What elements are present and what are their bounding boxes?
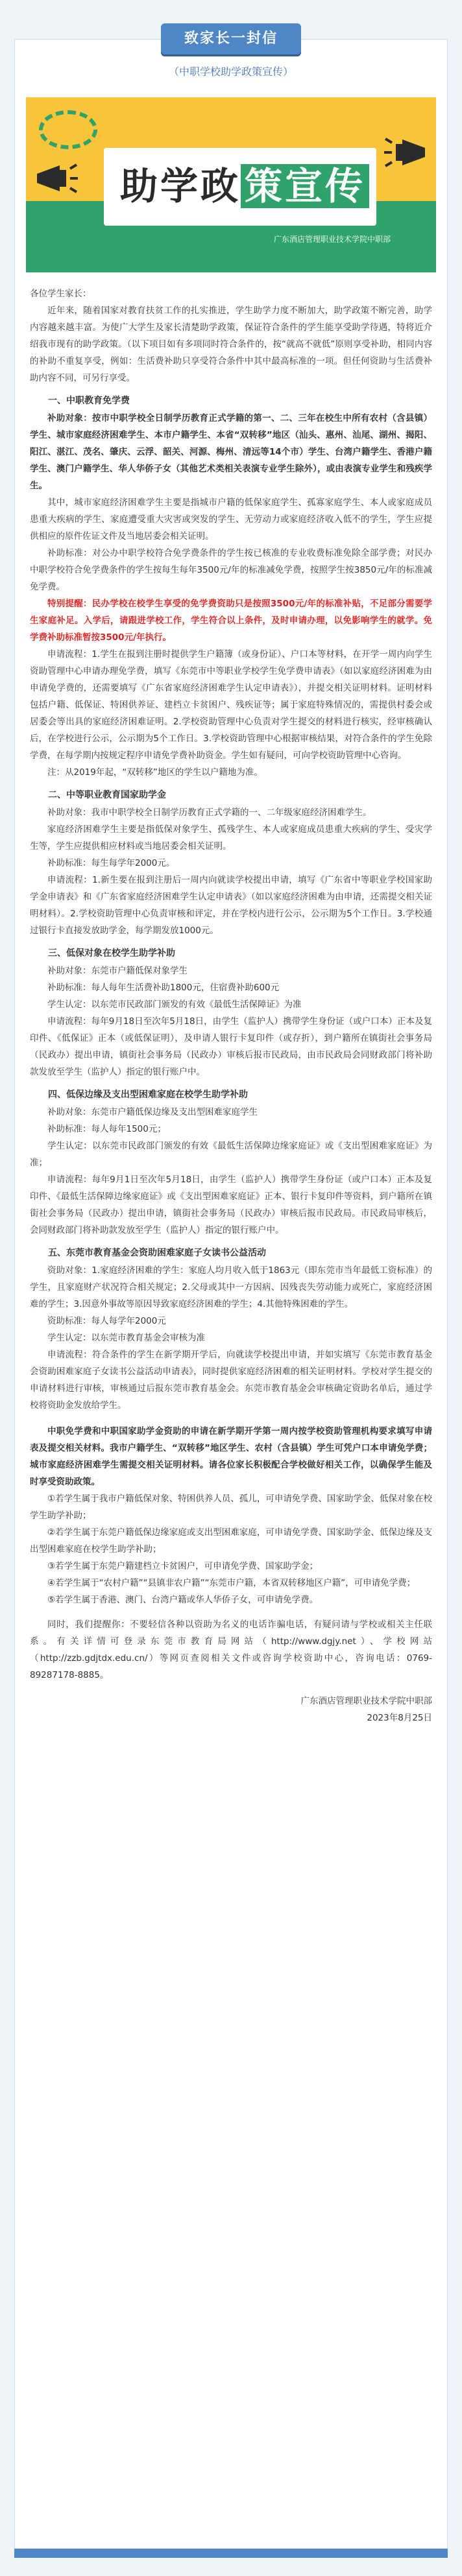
section-4-process: 申请流程：每年9月1日至次年5月18日，由学生（监护人）携带学生身份证（或户口本）正本及复印件、《最低生活保障边缘家庭证》或《支出型困难家庭证》正本、银行卡复印件等资料，到户籍所在镇街社会事务局（民政办）提出申请，镇街社会事务局（民政办）审核后报市民政局。市民政局审核后，会同财政部门将补助款发放至学生（监护人）指定的银行账户中。 [30,1175,432,1235]
bottom-bar [14,2549,448,2558]
closing-contact-paragraph: 同时，我们提醒你：不要轻信各种以资助为名义的电话诈骗电话，有疑问请与学校或相关主任联系。有关详情可登录东莞市教育局网站（http://www.dgjy.net）、学校网站（http://zzb.gdjtdx.edu.cn/）等网页查阅相关文件或咨询学校资助中心，咨询电话：0769-89287178-8885。 [30,1619,432,1680]
section-2-standard: 补助标准：每生每学年2000元。 [47,858,175,868]
megaphone-icon [34,162,79,195]
section-4-standard: 补助标准：每人每年1500元； [47,1124,166,1134]
section-1-standard: 补助标准：对公办中职学校符合免学费条件的学生按已核准的专业收费标准免除全部学费；对民办中职学校符合免学费条件的学生按每生每年3500元/年的标准减免学费，按照学生按3850元/年的标准减免学费。 [30,548,432,592]
section-4-heading: 四、低保边缘及支出型困难家庭在校学生助学补助 [48,1090,248,1100]
signature-org: 广东酒店管理职业技术学院中职部 [300,1696,432,1706]
closing-item: ②若学生属于东莞户籍低保边缘家庭或支出型困难家庭，可申请免学费、国家助学金、低保边缘及支出型困难家庭在校学生助学补助； [30,1527,432,1555]
section-3-heading: 三、低保对象在校学生助学补助 [48,948,175,959]
intro-paragraph: 近年来，随着国家对教育扶贫工作的扎实推进，学生助学力度不断加大，助学政策不断完善，助学内容越来越丰富。为使广大学生及家长清楚助学政策，保证符合条件的学生能享受助学待遇，特将近介绍我市现有的助学政策。（以下项目如有多项同时符合条件的，按“就高不就低”原则享受补助，相同内容的补助不重复享受，例如：生活费补助只享受符合条件中其中最高标准的一项。但任何资助与生活费补助内容不同，可另行享受。 [30,305,432,383]
section-5-process: 申请流程：符合条件的学生在新学期开学后，向就读学校提出申请，并如实填写《东莞市教育基金会资助困难家庭子女读书公益活动申请表》，同时提供家庭经济困难的相关证明材料。学校对学生提交的申请材料进行审核，审核通过后报东莞市教育基金会。东莞市教育基金会审核确定资助名单后，通过学校将资助金发放给学生。 [30,1350,432,1411]
page-title: 致家长一封信 [184,30,278,47]
closing-item: ①若学生属于我市户籍低保对象、特困供养人员、孤儿，可申请免学费、国家助学金、低保对象在校学生助学补助； [30,1494,432,1521]
section-1-heading: 一、中职教育免学费 [48,396,130,406]
closing-item: ③若学生属于东莞户籍建档立卡贫困户，可申请免学费、国家助学金； [47,1561,319,1571]
poster-title [120,156,369,210]
section-3-standard: 补助标准：每人每年生活费补助1800元，住宿费补助600元 [47,983,280,993]
poster-decoration [39,110,97,149]
megaphone-icon [383,136,428,169]
section-3-identification: 学生认定：以东莞市民政部门颁发的有效《最低生活保障证》为准 [47,999,302,1010]
closing-item: ⑤若学生属于香港、澳门、台湾户籍或华人华侨子女，可申请免学费。 [47,1595,319,1605]
poster-school-name: 广东酒店管理职业技术学院中职部 [273,235,391,244]
section-1-process: 申请流程：1.学生在报到注册时提供学生户籍簿（或身份证）、户口本等材料，在开学一周内向学生资助管理中心申请办理免学费，填写《东莞市中等职业学校学生免学费申请表》（如以家庭经济困难为由申请免学费的，还需要填写《广东省家庭经济困难学生认定申请表》），并提交相关证明材料。证明材料包括户籍、低保证、特困供养证、建档立卡贫困户、残疾证等；属于家庭特殊情况的，需提供村委会或居委会等出具的家庭经济困难证明。2.学校资助管理中心负责对学生提交的材料进行核实，经审核确认后，在学校进行公示，公示期为5个工作日。3.学校资助管理中心根据审核结果，对符合条件的学生免除学费，在每学期内按规定程序申请免学费补助资金。学生如有疑问，可向学校资助管理中心咨询。 [30,649,432,761]
greeting: 各位学生家长： [30,289,91,299]
letter-body [30,285,432,1726]
section-1-target: 补助对象：按市中职学校全日制学历教育正式学籍的第一、二、三年在校生中所有农村（含县镇）学生、城市家庭经济困难学生、本市户籍学生、本省“双转移”地区（汕头、惠州、汕尾、湖州、揭阳、阳江、湛江、茂名、肇庆、云浮、韶关、河源、梅州、清远等14个市）学生、台湾户籍学生、香港户籍学生、澳门户籍学生、华人华侨子女（其他艺术类相关表演专业学生除外），或由表演专业学生和残疾学生。 [30,413,432,491]
section-1-footnote: 注：从2019年起，“双转移”地区的学生以户籍地为准。 [47,767,263,778]
poster-banner [26,97,436,272]
section-2-note-paragraph: 家庭经济困难学生主要是指低保对象学生、孤残学生、本人或家庭成员患重大疾病的学生、受灾学生等，学生应提供相应材料或当地居委会相关证明。 [30,824,432,852]
section-4-target: 补助对象：东莞市户籍低保边缘及支出型困难家庭学生 [47,1107,258,1117]
section-5-identification: 学生认定：以东莞市教育基金会审核为准 [47,1333,205,1343]
signature-date: 2023年8月25日 [367,1713,432,1723]
closing-paragraph: 中职免学费和中职国家助学金资助的申请在新学期开学第一周内按学校资助管理机构要求填写申请表及提交相关材料。我市户籍学生、“双转移”地区学生、农村（含县镇）学生可凭户口本申请免学费；城市家庭经济困难学生需提交相关证明材料。请各位家长积极配合学校做好相关工作，以确保学生能及时享受资助政策。 [30,1426,432,1487]
section-2-heading: 二、中等职业教育国家助学金 [48,790,166,800]
section-5-heading: 五、东莞市教育基金会资助困难家庭子女读书公益活动 [48,1248,266,1258]
section-3-process: 申请流程：每年9月18日至次年5月18日，由学生（监护人）携带学生身份证（或户口本）正本及复印件、《低保证》正本（或低保证明），及申请人银行卡复印件（或存折），到户籍所在镇街社会事务局（民政办）提出申请，镇街社会事务局（民政办）审核后报市民政局，由市民政局会同财政部门将补助款发放至学生（监护人）指定的银行账户中。 [30,1016,432,1077]
section-2-target: 补助对象：我市中职学校全日制学历教育正式学籍的一、二年级家庭经济困难学生。 [47,807,372,818]
section-2-process: 申请流程：1.新生要在报到注册后一周内向就读学校提出申请，填写《广东省中等职业学校国家助学金申请表》和《广东省家庭经济困难学生认定申请表》（如以家庭经济困难为由申请，还需提交相关证明材料）。2.学校资助管理中心负责审核和评定，并在学校内进行公示，公示期为5个工作日。3.学校通过银行卡直接发放助学金，每学期发放1000元。 [30,875,432,936]
title-tab [161,23,301,54]
section-1-note-paragraph: 其中，城市家庭经济困难学生主要是指城市户籍的低保家庭学生、孤寡家庭学生、本人或家庭成员患重大疾病的学生、家庭遭受重大灾害或突发的学生、无劳动力或家庭经济收入低不的学生，学生应提供相应的原件佐证文件及当地居委会相关证明。 [30,497,432,542]
poster-title-part1: 助学政 [120,164,241,208]
section-5-standard: 资助标准：每人每学年2000元 [47,1316,166,1326]
section-1-warning: 特别提醒：民办学校在校学生享受的免学费资助只是按照3500元/年的标准补贴，不足部分需要学生家庭补足。入学后，请跟进学校工作，学生符合以上条件，及时申请办理，以免影响学生的就学。免学费补助标准暂按3500元/年执行。 [30,599,432,643]
poster-title-part2: 策宣传 [241,164,369,208]
section-4-identification: 学生认定：以东莞市民政部门颁发的有效《最低生活保障边缘家庭证》或《支出型困难家庭证》为准； [30,1141,432,1168]
section-5-target: 资助对象：1.家庭经济困难的学生：家庭人均月收入低于1863元（即东莞市当年最低工资标准）的学生，且家庭财产状况符合相关规定；2.父母或其中一方因病、因残丧失劳动能力或死亡，家庭经济困难的学生；3.因意外事故等原因导致家庭经济困难的学生；4.其他特殊困难的学生。 [30,1265,432,1309]
section-3-target: 补助对象：东莞市户籍低保对象学生 [47,966,188,976]
closing-item: ④若学生属于“农村户籍”“县镇非农户籍”“东莞市户籍，本省双转移地区户籍”，可申请免学费； [47,1578,416,1588]
page-subtitle: （中职学校助学政策宣传） [168,66,293,78]
